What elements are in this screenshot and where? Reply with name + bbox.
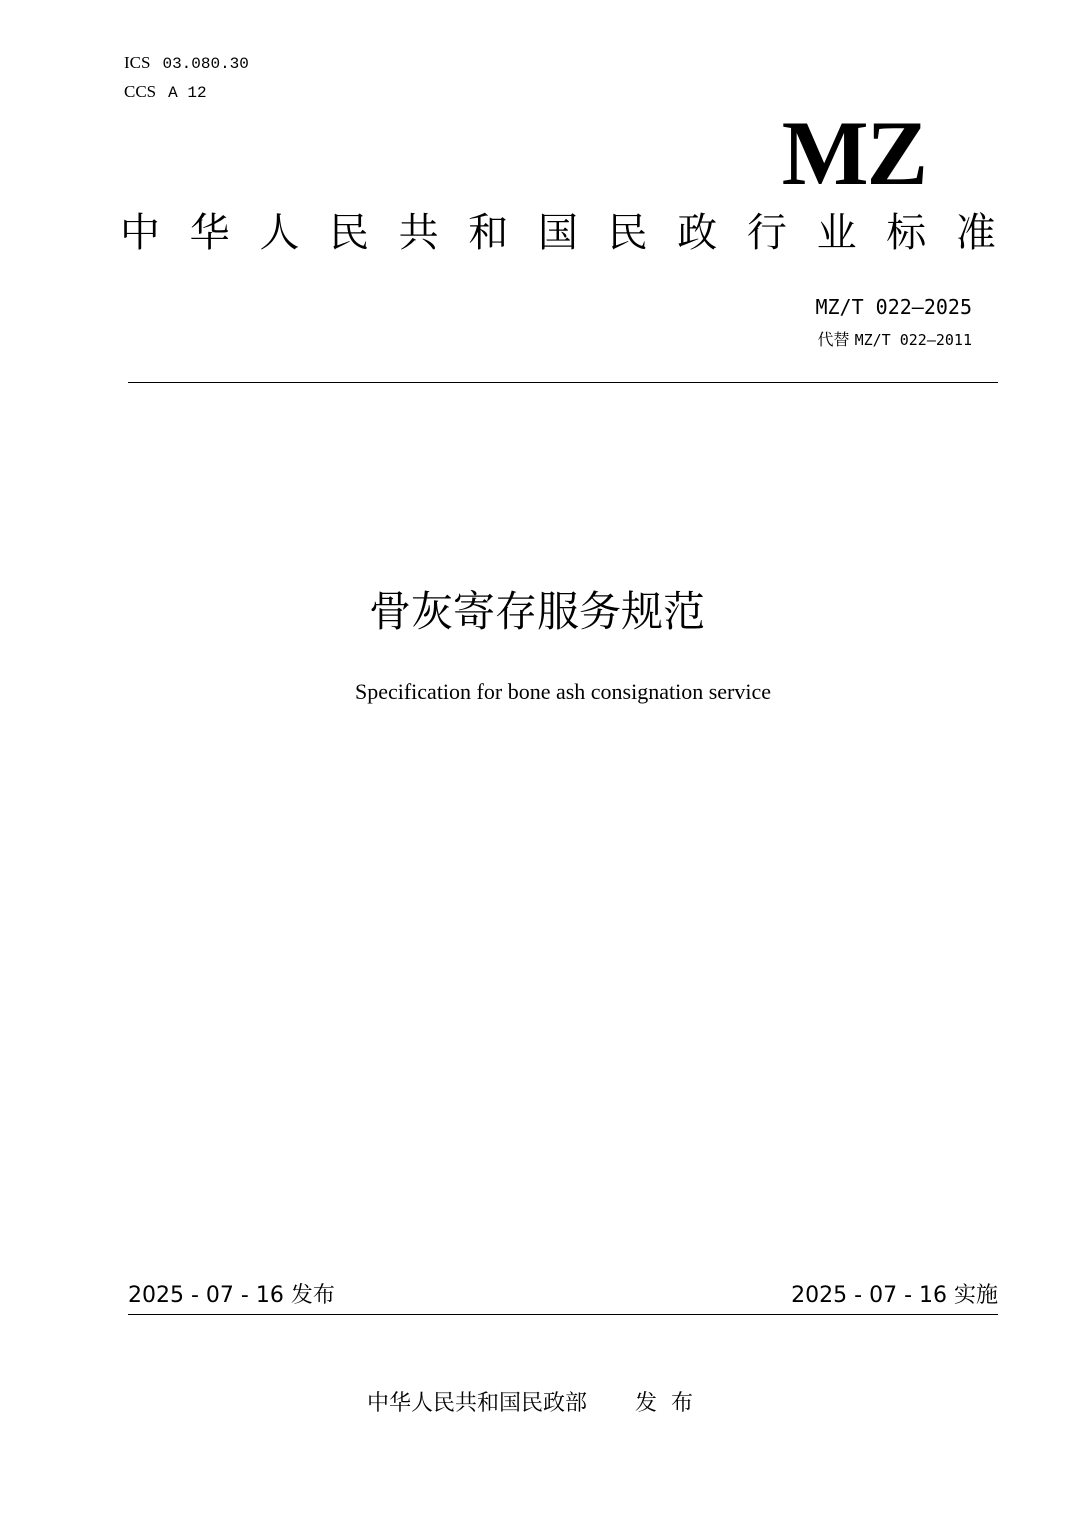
ccs-label: CCS [124,82,157,101]
document-title-english: Specification for bone ash consignation service [354,679,772,704]
footer-divider [128,1314,998,1315]
category-char: 准 [955,210,996,256]
category-char: 民 [328,210,369,256]
category-char: 业 [816,210,857,256]
replaces-standard [817,329,972,351]
category-char: 标 [886,210,927,256]
replaces-number: MZ/T 022—2011 [854,331,972,349]
category-char: 华 [189,210,230,256]
ics-code [124,53,249,74]
implementation-date: 2025 - 07 - 16 实施 [791,1283,998,1308]
category-char: 政 [677,210,718,256]
issuer-name: 中华人民共和国民政部 [367,1391,588,1416]
mz-logo: MZ [781,102,926,204]
standard-category-title [120,208,996,258]
category-char: 行 [746,210,787,256]
standard-number: MZ/T 022—2025 [815,295,972,319]
category-char: 和 [468,210,509,256]
issuer-action: 发布 [635,1391,708,1416]
ics-value: 03.080.30 [162,55,249,73]
category-char: 共 [398,210,439,256]
ccs-value: A 12 [168,84,207,102]
header-divider [128,382,998,383]
ccs-code [124,82,207,103]
issue-date: 2025 - 07 - 16 发布 [128,1283,335,1308]
category-char: 民 [607,210,648,256]
category-char: 国 [537,210,578,256]
ics-label: ICS [124,53,151,72]
category-char: 中 [120,210,160,256]
issuer-line [367,1388,707,1420]
replaces-label: 代替 [817,330,850,349]
document-title-chinese: 骨灰寄存服务规范 [368,587,705,636]
category-char: 人 [259,210,300,256]
